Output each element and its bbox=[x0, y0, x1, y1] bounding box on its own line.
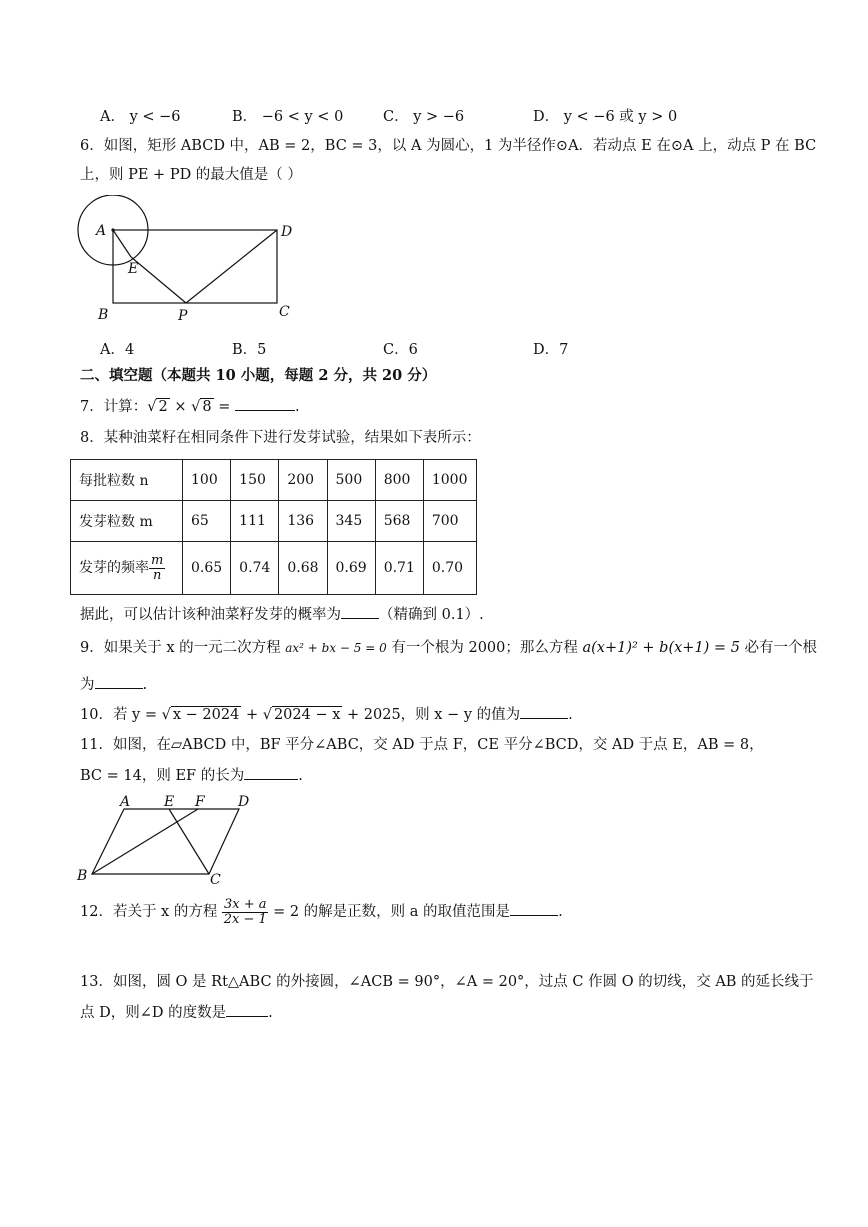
table-cell: 345 bbox=[327, 501, 375, 542]
table-cell: 0.70 bbox=[423, 542, 476, 595]
table-cell: 136 bbox=[279, 501, 327, 542]
table-cell: 800 bbox=[375, 460, 423, 501]
table-cell: 0.65 bbox=[183, 542, 231, 595]
fig6-label-b: B bbox=[98, 307, 109, 323]
q13-answer-blank[interactable] bbox=[226, 1004, 268, 1017]
q6-line1: 6．如图，矩形 ABCD 中，AB = 2，BC = 3，以 A 为圆心，1 为半径作⊙A．若动点 E 在⊙A 上，动点 P 在 BC bbox=[80, 138, 817, 154]
q11-text: BC = 14，则 EF 的长为 bbox=[80, 768, 245, 784]
q7-line: 7．计算：√ 2 × √ 8 = . bbox=[80, 399, 300, 415]
q9-text-b: 有一个根为 2000；那么方程 bbox=[391, 640, 578, 656]
q11-figure bbox=[74, 792, 274, 892]
fig6-label-d: D bbox=[281, 224, 293, 240]
q6-figure bbox=[76, 195, 306, 325]
q10-text-a: 10．若 y = bbox=[80, 707, 158, 723]
q9-equation: ax² + bx − 5 = 0 bbox=[285, 641, 387, 655]
q8-after bbox=[80, 606, 484, 624]
q10-radical-1: x − 2024 bbox=[172, 707, 240, 723]
fig11-label-f: F bbox=[195, 794, 205, 810]
q9-end: . bbox=[142, 677, 148, 693]
row-label bbox=[71, 542, 183, 595]
q9-text-d: 为 bbox=[80, 677, 95, 693]
fraction-numerator: m bbox=[151, 552, 164, 568]
q7-sqrt-a: 2 bbox=[158, 399, 168, 415]
q9-text-c: 必有一个根 bbox=[744, 640, 818, 656]
q10-line: 10．若 y = √ x − 2024 + √ 2024 − x + 2025，则 x − y 的值为 . bbox=[80, 707, 573, 723]
table-cell: 200 bbox=[279, 460, 327, 501]
row-label: 发芽粒数 m bbox=[71, 501, 183, 542]
q7-times: × bbox=[174, 399, 187, 415]
row-label: 每批粒数 n bbox=[71, 460, 183, 501]
q12-text-a: 12．若关于 x 的方程 bbox=[80, 904, 218, 921]
table-cell: 1000 bbox=[423, 460, 476, 501]
q6-line2: 上，则 PE + PD 的最大值是（ ） bbox=[80, 167, 302, 183]
q9-line1 bbox=[80, 640, 817, 657]
q5-option-b: B． −6 < y < 0 bbox=[232, 109, 344, 125]
q11-line1: 11．如图，在▱ABCD 中，BF 平分∠ABC，交 AD 于点 F，CE 平分∠BCD，交 AD 于点 E，AB = 8， bbox=[80, 737, 764, 753]
q5-option-d: D． y < −6 或 y > 0 bbox=[533, 109, 678, 125]
fig11-label-e: E bbox=[164, 794, 175, 810]
fig6-label-c: C bbox=[279, 304, 290, 320]
q11-answer-blank[interactable] bbox=[244, 767, 298, 780]
table-cell: 500 bbox=[327, 460, 375, 501]
fig11-label-a: A bbox=[120, 794, 131, 810]
fig11-label-c: C bbox=[210, 872, 221, 888]
q12-end: . bbox=[558, 904, 563, 921]
q7-answer-blank[interactable] bbox=[235, 398, 295, 411]
fig11-label-d: D bbox=[238, 794, 250, 810]
q12-denominator: 2x − 1 bbox=[223, 911, 267, 927]
q10-end: . bbox=[568, 707, 573, 723]
table-cell: 0.71 bbox=[375, 542, 423, 595]
row-label-text: 发芽的频率 bbox=[79, 560, 149, 576]
q13-text: 点 D，则∠D 的度数是 bbox=[80, 1005, 227, 1021]
table-cell: 0.69 bbox=[327, 542, 375, 595]
table-row bbox=[71, 542, 477, 595]
q7-eq: = bbox=[218, 399, 231, 415]
q9-equation-2: a(x+1)² + b(x+1) = 5 bbox=[582, 640, 740, 656]
q12-text-b: = 2 的解是正数，则 a 的取值范围是 bbox=[273, 904, 511, 921]
table-cell: 111 bbox=[231, 501, 279, 542]
table-cell: 0.74 bbox=[231, 542, 279, 595]
q9-line2 bbox=[80, 676, 147, 694]
q8-after-text-end: （精确到 0.1）. bbox=[379, 607, 484, 623]
q5-option-c: C． y > −6 bbox=[383, 109, 465, 125]
q10-radical-2: 2024 − x bbox=[273, 707, 341, 723]
table-cell: 0.68 bbox=[279, 542, 327, 595]
frequency-fraction bbox=[149, 554, 165, 582]
q12-line bbox=[80, 898, 563, 926]
q6-option-b: B．5 bbox=[232, 342, 267, 358]
q8-table bbox=[70, 459, 477, 595]
table-cell: 568 bbox=[375, 501, 423, 542]
q13-end: . bbox=[268, 1005, 273, 1021]
table-cell: 700 bbox=[423, 501, 476, 542]
parallelogram-abcd bbox=[92, 809, 239, 874]
q6-option-c: C．6 bbox=[383, 342, 418, 358]
q8-after-text: 据此，可以估计该种油菜籽发芽的概率为 bbox=[80, 607, 341, 623]
table-cell: 100 bbox=[183, 460, 231, 501]
fraction-denominator: n bbox=[152, 567, 162, 583]
q10-answer-blank[interactable] bbox=[520, 706, 568, 719]
q5-option-a: A． y < −6 bbox=[100, 109, 181, 125]
q7-prefix: 7．计算： bbox=[80, 399, 148, 415]
q8-intro: 8．某种油菜籽在相同条件下进行发芽试验，结果如下表所示： bbox=[80, 430, 481, 446]
q6-option-a: A．4 bbox=[100, 342, 135, 358]
q8-answer-blank[interactable] bbox=[341, 606, 379, 619]
q12-numerator: 3x + a bbox=[223, 897, 267, 912]
q7-end: . bbox=[294, 399, 300, 415]
table-row bbox=[71, 460, 477, 501]
q12-fraction bbox=[222, 898, 269, 926]
q6-option-d: D．7 bbox=[533, 342, 569, 358]
table-cell: 65 bbox=[183, 501, 231, 542]
q13-line1: 13．如图，圆 O 是 Rt△ABC 的外接圆，∠ACB = 90°，∠A = 20°，过点 C 作圆 O 的切线，交 AB 的延长线于 bbox=[80, 974, 814, 990]
table-row bbox=[71, 501, 477, 542]
fig6-label-e: E bbox=[128, 261, 139, 277]
q9-answer-blank[interactable] bbox=[95, 676, 143, 689]
section-title: 二、填空题（本题共 10 小题，每题 2 分，共 20 分） bbox=[80, 367, 437, 384]
q10-text-b: + 2025，则 x − y 的值为 bbox=[347, 707, 521, 723]
fig6-label-p: P bbox=[178, 308, 188, 324]
q11-line2 bbox=[80, 767, 303, 785]
q11-end: . bbox=[298, 768, 303, 784]
q7-sqrt-b: 8 bbox=[202, 399, 212, 415]
q9-text-a: 9．如果关于 x 的一元二次方程 bbox=[80, 640, 281, 656]
table-cell: 150 bbox=[231, 460, 279, 501]
q10-plus: + bbox=[245, 707, 259, 723]
q12-answer-blank[interactable] bbox=[510, 903, 558, 916]
q13-line2 bbox=[80, 1004, 273, 1022]
fig11-label-b: B bbox=[77, 868, 88, 884]
fig6-label-a: A bbox=[96, 223, 107, 239]
